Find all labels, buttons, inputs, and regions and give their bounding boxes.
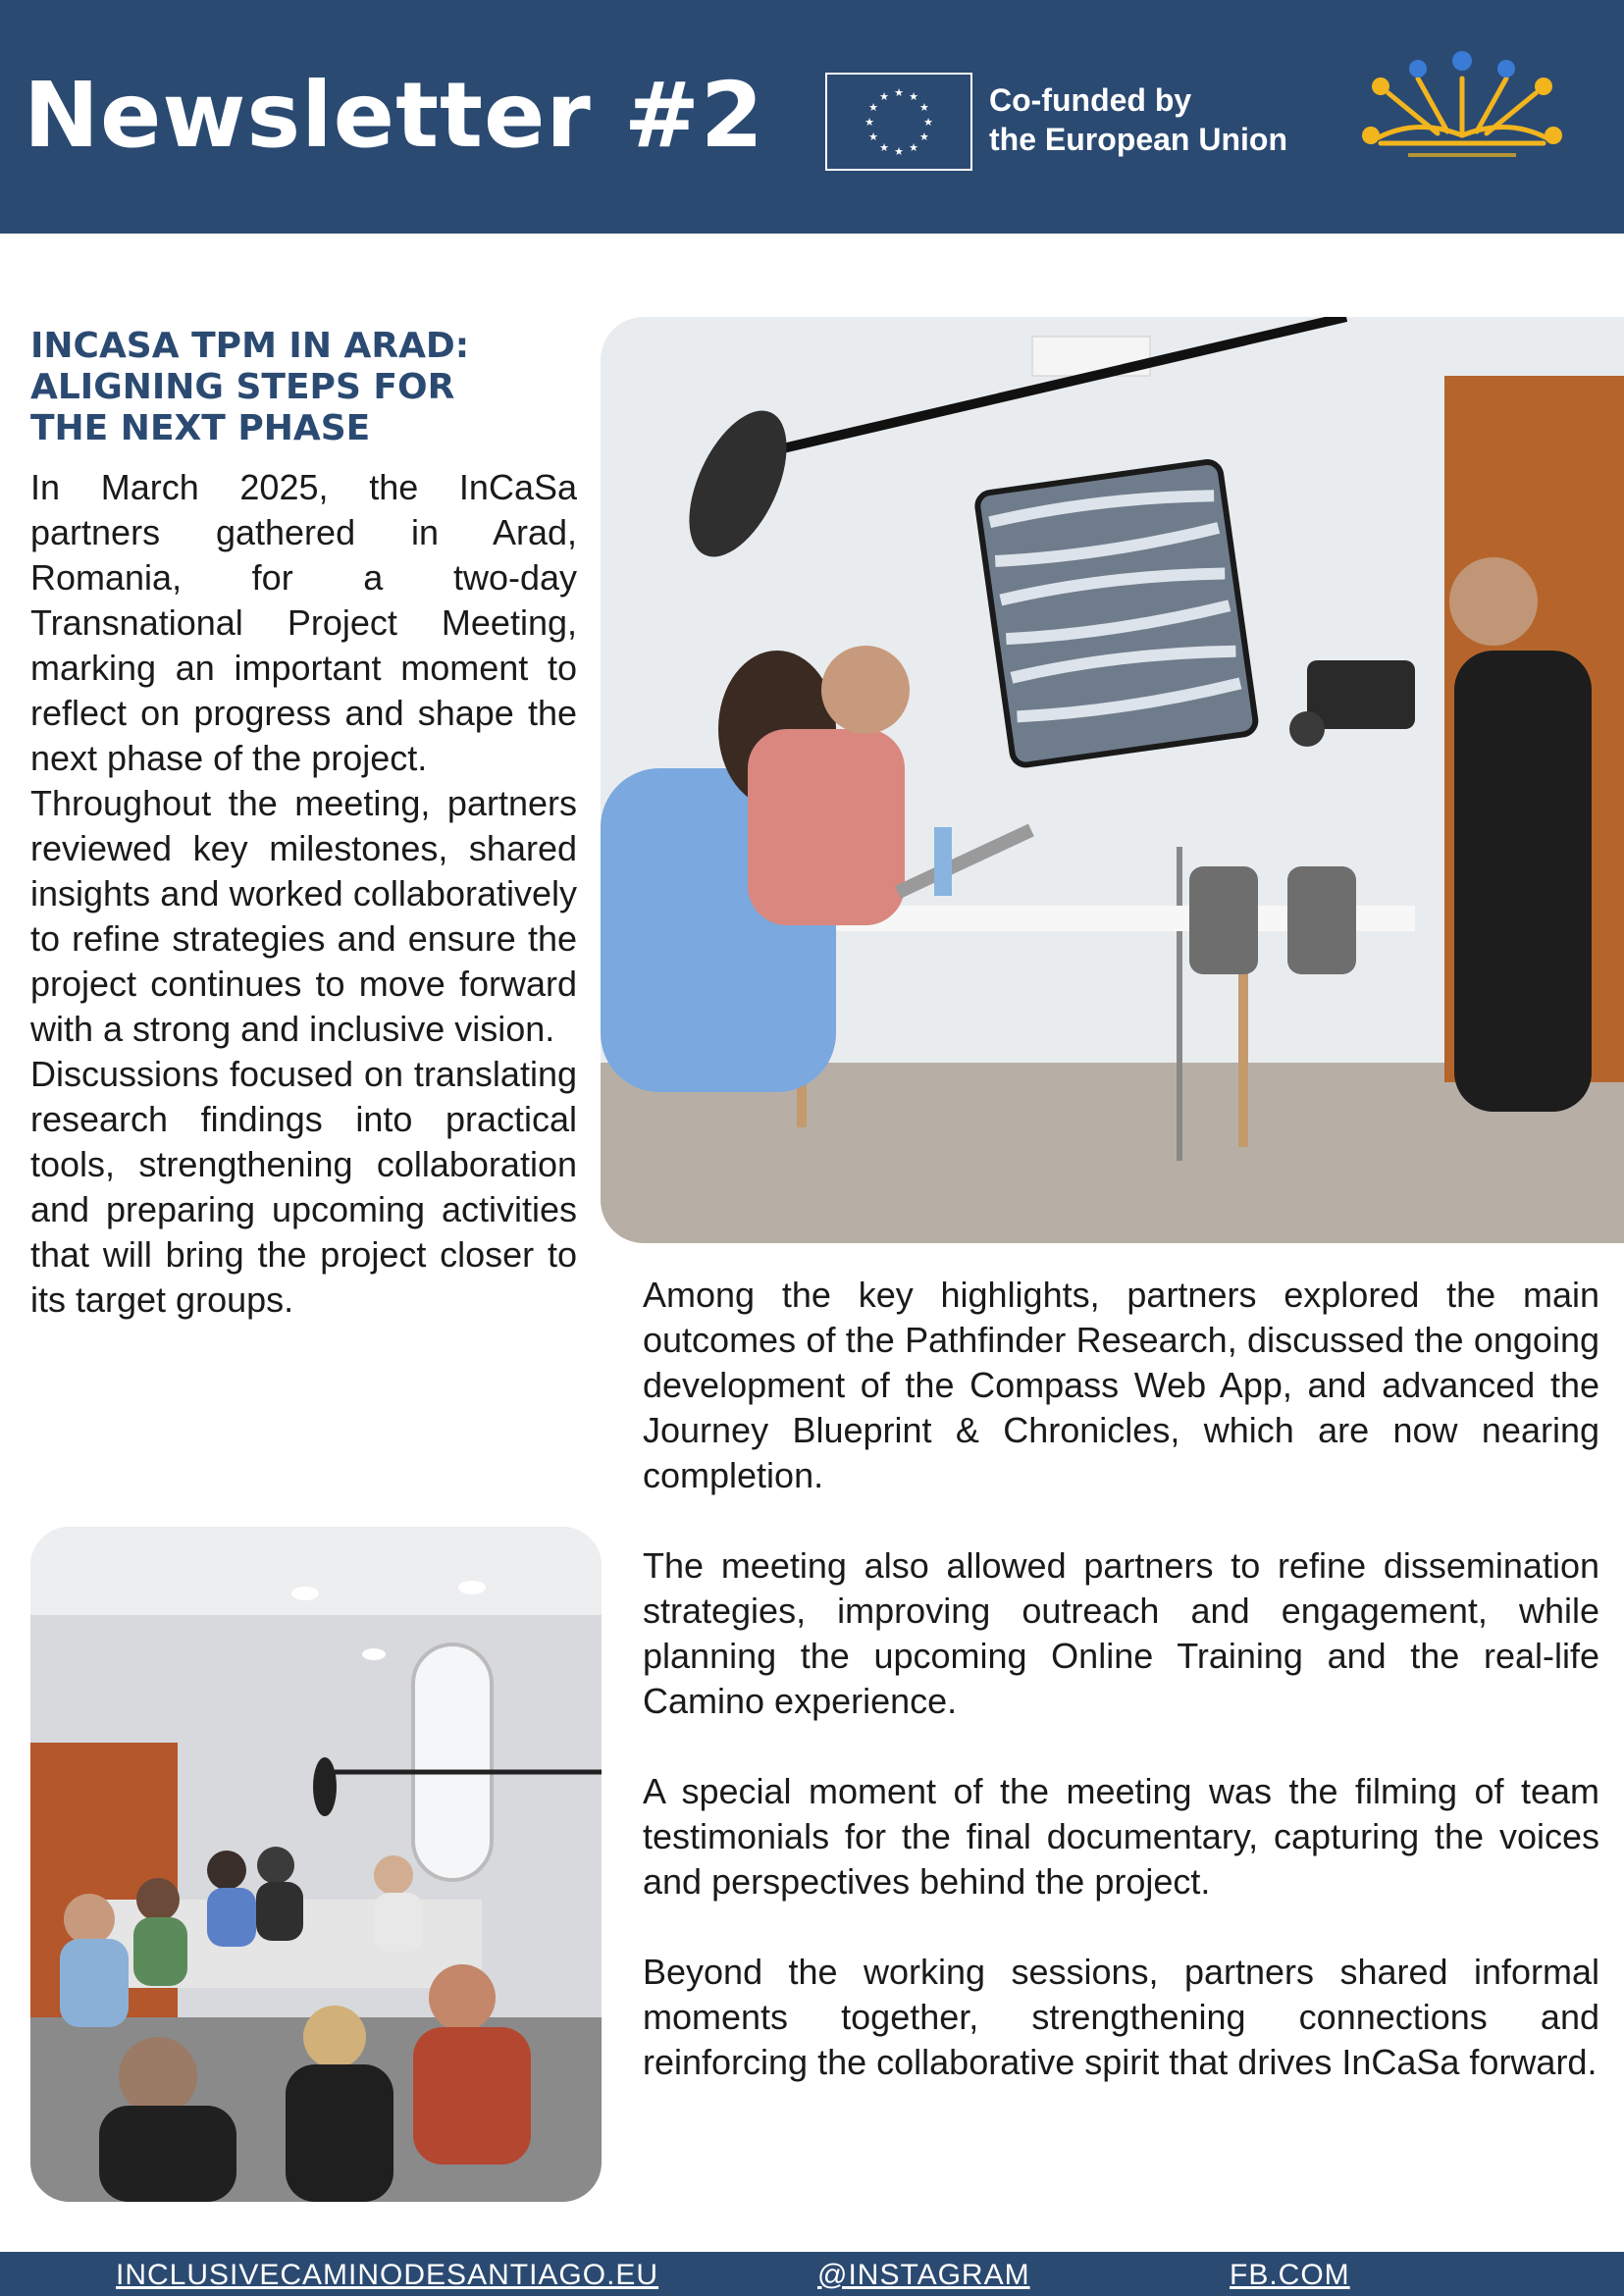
body-paragraph: The meeting also allowed partners to refine dissemination strategies, improving outreach and engagement, while planning the upcoming Online Training and the real-life Camino experience. bbox=[643, 1545, 1599, 1721]
facebook-link[interactable]: FB.COM bbox=[1230, 2259, 1350, 2291]
newsletter-title: Newsletter #2 bbox=[24, 63, 764, 168]
project-logo-icon bbox=[1359, 49, 1565, 169]
instagram-link[interactable]: @INSTAGRAM bbox=[817, 2259, 1030, 2291]
eu-star-icon: ★ bbox=[919, 131, 929, 143]
eu-star-icon: ★ bbox=[868, 131, 878, 143]
eu-star-icon: ★ bbox=[868, 102, 878, 114]
website-link[interactable]: INCLUSIVECAMINODESANTIAGO.EU bbox=[116, 2259, 659, 2291]
article-title-line: THE NEXT PHASE bbox=[30, 408, 371, 448]
left-column-text bbox=[30, 465, 577, 1323]
eu-star-icon: ★ bbox=[919, 102, 929, 114]
cofunded-line-2: the European Union bbox=[989, 122, 1287, 157]
group-meeting-photo bbox=[30, 1527, 602, 2202]
article-title-line: INCASA TPM IN ARAD: bbox=[30, 326, 470, 366]
body-paragraph: Beyond the working sessions, partners shared informal moments together, strengthening connections and reinforcing the collaborative spirit that drives InCaSa forward. bbox=[643, 1952, 1599, 2082]
body-paragraph: Discussions focused on translating research findings into practical tools, strengthening collaboration and preparing upcoming activities that will bring the project closer to its target groups. bbox=[30, 1054, 577, 1320]
eu-star-icon: ★ bbox=[909, 91, 918, 104]
eu-star-icon: ★ bbox=[879, 141, 889, 154]
cofunded-line-1: Co-funded by bbox=[989, 82, 1192, 118]
body-paragraph: A special moment of the meeting was the filming of team testimonials for the final documentary, capturing the voices and perspectives behind the project. bbox=[643, 1771, 1599, 1902]
body-paragraph: In March 2025, the InCaSa partners gathered in Arad, Romania, for a two-day Transnational Project Meeting, marking an important moment to reflect on progress and shape the next phase of the project. bbox=[30, 467, 577, 778]
article-title bbox=[30, 326, 580, 449]
meeting-filming-photo bbox=[601, 317, 1624, 1243]
right-column-text bbox=[643, 1273, 1599, 2130]
eu-flag-icon bbox=[825, 73, 972, 171]
eu-star-icon: ★ bbox=[923, 117, 933, 129]
header-banner bbox=[0, 0, 1624, 234]
footer-bar bbox=[0, 2252, 1624, 2296]
eu-star-icon: ★ bbox=[894, 87, 904, 99]
eu-star-icon: ★ bbox=[864, 117, 874, 129]
eu-star-icon: ★ bbox=[894, 146, 904, 158]
body-paragraph: Throughout the meeting, partners reviewed key milestones, shared insights and worked collaboratively to refine strategies and ensure the project continues to move forward with a strong and inclusive vision. bbox=[30, 783, 577, 1049]
eu-star-icon: ★ bbox=[879, 91, 889, 104]
article-title-line: ALIGNING STEPS FOR bbox=[30, 367, 455, 407]
body-paragraph: Among the key highlights, partners explored the main outcomes of the Pathfinder Research, discussed the ongoing development of the Compass Web App, and advanced the Journey Blueprint & Chronicles, which are now nearing completion. bbox=[643, 1275, 1599, 1495]
cofunded-label bbox=[989, 80, 1303, 159]
eu-star-icon: ★ bbox=[909, 141, 918, 154]
